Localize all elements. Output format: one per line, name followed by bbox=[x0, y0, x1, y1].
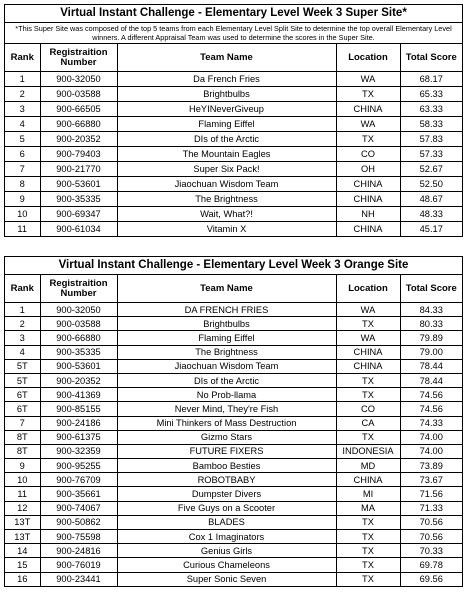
registration-header: Registraition Number bbox=[40, 44, 117, 72]
team-name-cell: HeYINeverGiveup bbox=[117, 102, 336, 117]
table-row bbox=[5, 102, 462, 117]
team-name-cell: Wait, What?! bbox=[117, 207, 336, 222]
team-name-cell: Never Mind, They're Fish bbox=[117, 402, 336, 416]
rank-cell: 8T bbox=[5, 444, 40, 458]
rank-cell: 8 bbox=[5, 177, 40, 192]
total-score-cell: 57.83 bbox=[400, 132, 462, 147]
registration-cell: 900-20352 bbox=[40, 132, 117, 147]
rank-cell: 11 bbox=[5, 487, 40, 501]
team-name-cell: ROBOTBABY bbox=[117, 473, 336, 487]
location-cell: TX bbox=[336, 388, 400, 402]
rank-header: Rank bbox=[5, 275, 40, 303]
location-cell: WA bbox=[336, 117, 400, 132]
total-score-cell: 48.33 bbox=[400, 207, 462, 222]
super-site-note: *This Super Site was composed of the top 5 teams from each Elementary Level Split Site to determine the top overall Elementary Level winners. A different Appraisal Team was used to determine the scores in the Super Site. bbox=[5, 23, 462, 44]
orange-site-table bbox=[5, 275, 462, 586]
location-cell: TX bbox=[336, 87, 400, 102]
header-row bbox=[5, 44, 462, 72]
rank-cell: 12 bbox=[5, 501, 40, 515]
total-score-cell: 52.50 bbox=[400, 177, 462, 192]
total-score-cell: 70.56 bbox=[400, 530, 462, 544]
table-row bbox=[5, 87, 462, 102]
table-row bbox=[5, 331, 462, 345]
location-cell: TX bbox=[336, 132, 400, 147]
team-name-cell: Bamboo Besties bbox=[117, 459, 336, 473]
team-name-cell: DA FRENCH FRIES bbox=[117, 303, 336, 317]
registration-cell: 900-66505 bbox=[40, 102, 117, 117]
registration-cell: 900-69347 bbox=[40, 207, 117, 222]
team-name-header: Team Name bbox=[117, 275, 336, 303]
total-score-cell: 65.33 bbox=[400, 87, 462, 102]
registration-cell: 900-79403 bbox=[40, 147, 117, 162]
rank-cell: 5T bbox=[5, 359, 40, 373]
team-name-cell: Flaming Eiffel bbox=[117, 117, 336, 132]
registration-cell: 900-24186 bbox=[40, 416, 117, 430]
location-cell: TX bbox=[336, 317, 400, 331]
table-row bbox=[5, 572, 462, 586]
location-cell: CHINA bbox=[336, 345, 400, 359]
registration-cell: 900-32050 bbox=[40, 72, 117, 87]
registration-cell: 900-95255 bbox=[40, 459, 117, 473]
rank-cell: 3 bbox=[5, 102, 40, 117]
table-row bbox=[5, 359, 462, 373]
location-cell: WA bbox=[336, 331, 400, 345]
super-site-title: Virtual Instant Challenge - Elementary Level Week 3 Super Site* bbox=[5, 5, 462, 23]
total-score-cell: 45.17 bbox=[400, 222, 462, 237]
total-score-cell: 74.56 bbox=[400, 388, 462, 402]
location-cell: MI bbox=[336, 487, 400, 501]
rank-cell: 15 bbox=[5, 558, 40, 572]
location-cell: CHINA bbox=[336, 192, 400, 207]
team-name-cell: Flaming Eiffel bbox=[117, 331, 336, 345]
table-row bbox=[5, 416, 462, 430]
rank-cell: 5 bbox=[5, 132, 40, 147]
rank-cell: 16 bbox=[5, 572, 40, 586]
team-name-cell: The Mountain Eagles bbox=[117, 147, 336, 162]
table-row bbox=[5, 501, 462, 515]
total-score-cell: 74.00 bbox=[400, 444, 462, 458]
total-score-cell: 71.33 bbox=[400, 501, 462, 515]
location-cell: CHINA bbox=[336, 177, 400, 192]
team-name-cell: Mini Thinkers of Mass Destruction bbox=[117, 416, 336, 430]
team-name-cell: Da French Fries bbox=[117, 72, 336, 87]
team-name-cell: The Brightness bbox=[117, 192, 336, 207]
total-score-cell: 73.67 bbox=[400, 473, 462, 487]
total-score-cell: 70.56 bbox=[400, 515, 462, 529]
location-header: Location bbox=[336, 44, 400, 72]
rank-cell: 6 bbox=[5, 147, 40, 162]
location-cell: MD bbox=[336, 459, 400, 473]
team-name-cell: Super Six Pack! bbox=[117, 162, 336, 177]
table-row bbox=[5, 388, 462, 402]
super-site-block bbox=[4, 4, 463, 237]
team-name-cell: Super Sonic Seven bbox=[117, 572, 336, 586]
location-cell: WA bbox=[336, 72, 400, 87]
location-header: Location bbox=[336, 275, 400, 303]
total-score-cell: 78.44 bbox=[400, 359, 462, 373]
total-score-cell: 48.67 bbox=[400, 192, 462, 207]
total-score-cell: 58.33 bbox=[400, 117, 462, 132]
total-score-cell: 80.33 bbox=[400, 317, 462, 331]
registration-cell: 900-53601 bbox=[40, 177, 117, 192]
location-cell: TX bbox=[336, 515, 400, 529]
registration-cell: 900-03588 bbox=[40, 317, 117, 331]
table-row bbox=[5, 177, 462, 192]
total-score-cell: 70.33 bbox=[400, 544, 462, 558]
location-cell: TX bbox=[336, 373, 400, 387]
table-row bbox=[5, 303, 462, 317]
total-score-header: Total Score bbox=[400, 275, 462, 303]
registration-cell: 900-66880 bbox=[40, 331, 117, 345]
registration-cell: 900-85155 bbox=[40, 402, 117, 416]
location-cell: TX bbox=[336, 544, 400, 558]
rank-cell: 6T bbox=[5, 402, 40, 416]
team-name-cell: Curious Chameleons bbox=[117, 558, 336, 572]
table-row bbox=[5, 530, 462, 544]
table-row bbox=[5, 162, 462, 177]
rank-cell: 3 bbox=[5, 331, 40, 345]
team-name-cell: BLADES bbox=[117, 515, 336, 529]
team-name-cell: Gizmo Stars bbox=[117, 430, 336, 444]
team-name-cell: DIs of the Arctic bbox=[117, 132, 336, 147]
table-row bbox=[5, 459, 462, 473]
team-name-cell: Cox 1 Imaginators bbox=[117, 530, 336, 544]
registration-cell: 900-53601 bbox=[40, 359, 117, 373]
team-name-cell: DIs of the Arctic bbox=[117, 373, 336, 387]
table-row bbox=[5, 373, 462, 387]
table-row bbox=[5, 117, 462, 132]
rank-cell: 1 bbox=[5, 72, 40, 87]
registration-cell: 900-21770 bbox=[40, 162, 117, 177]
rank-cell: 5T bbox=[5, 373, 40, 387]
table-row bbox=[5, 558, 462, 572]
team-name-cell: Genius Girls bbox=[117, 544, 336, 558]
total-score-cell: 57.33 bbox=[400, 147, 462, 162]
registration-cell: 900-24816 bbox=[40, 544, 117, 558]
header-row bbox=[5, 275, 462, 303]
registration-cell: 900-03588 bbox=[40, 87, 117, 102]
team-name-cell: No Prob-llama bbox=[117, 388, 336, 402]
total-score-cell: 52.67 bbox=[400, 162, 462, 177]
super-site-table bbox=[5, 44, 462, 236]
table-row bbox=[5, 473, 462, 487]
team-name-cell: Dumpster Divers bbox=[117, 487, 336, 501]
total-score-cell: 79.00 bbox=[400, 345, 462, 359]
location-cell: CO bbox=[336, 402, 400, 416]
location-cell: CHINA bbox=[336, 222, 400, 237]
table-row bbox=[5, 72, 462, 87]
location-cell: TX bbox=[336, 530, 400, 544]
rank-cell: 8T bbox=[5, 430, 40, 444]
team-name-cell: FUTURE FIXERS bbox=[117, 444, 336, 458]
location-cell: TX bbox=[336, 572, 400, 586]
registration-cell: 900-35661 bbox=[40, 487, 117, 501]
orange-site-title: Virtual Instant Challenge - Elementary Level Week 3 Orange Site bbox=[5, 257, 462, 275]
rank-cell: 4 bbox=[5, 345, 40, 359]
rank-cell: 1 bbox=[5, 303, 40, 317]
rank-cell: 10 bbox=[5, 473, 40, 487]
location-cell: WA bbox=[336, 303, 400, 317]
registration-cell: 900-32359 bbox=[40, 444, 117, 458]
table-row bbox=[5, 544, 462, 558]
location-cell: TX bbox=[336, 558, 400, 572]
rank-header: Rank bbox=[5, 44, 40, 72]
table-row bbox=[5, 402, 462, 416]
registration-cell: 900-41369 bbox=[40, 388, 117, 402]
rank-cell: 9 bbox=[5, 192, 40, 207]
total-score-header: Total Score bbox=[400, 44, 462, 72]
table-row bbox=[5, 444, 462, 458]
table-row bbox=[5, 207, 462, 222]
location-cell: CHINA bbox=[336, 359, 400, 373]
table-row bbox=[5, 222, 462, 237]
registration-cell: 900-35335 bbox=[40, 345, 117, 359]
total-score-cell: 74.33 bbox=[400, 416, 462, 430]
total-score-cell: 78.44 bbox=[400, 373, 462, 387]
registration-cell: 900-20352 bbox=[40, 373, 117, 387]
rank-cell: 10 bbox=[5, 207, 40, 222]
registration-cell: 900-61034 bbox=[40, 222, 117, 237]
table-row bbox=[5, 430, 462, 444]
team-name-cell: Jiaochuan Wisdom Team bbox=[117, 177, 336, 192]
total-score-cell: 71.56 bbox=[400, 487, 462, 501]
rank-cell: 9 bbox=[5, 459, 40, 473]
table-row bbox=[5, 515, 462, 529]
total-score-cell: 73.89 bbox=[400, 459, 462, 473]
location-cell: NH bbox=[336, 207, 400, 222]
location-cell: CHINA bbox=[336, 102, 400, 117]
registration-cell: 900-50862 bbox=[40, 515, 117, 529]
rank-cell: 4 bbox=[5, 117, 40, 132]
rank-cell: 7 bbox=[5, 416, 40, 430]
total-score-cell: 68.17 bbox=[400, 72, 462, 87]
registration-cell: 900-75598 bbox=[40, 530, 117, 544]
total-score-cell: 69.56 bbox=[400, 572, 462, 586]
team-name-cell: Brightbulbs bbox=[117, 317, 336, 331]
table-row bbox=[5, 192, 462, 207]
location-cell: CO bbox=[336, 147, 400, 162]
location-cell: INDONESIA bbox=[336, 444, 400, 458]
team-name-cell: Five Guys on a Scooter bbox=[117, 501, 336, 515]
rank-cell: 6T bbox=[5, 388, 40, 402]
total-score-cell: 84.33 bbox=[400, 303, 462, 317]
registration-cell: 900-76019 bbox=[40, 558, 117, 572]
rank-cell: 13T bbox=[5, 515, 40, 529]
registration-cell: 900-35335 bbox=[40, 192, 117, 207]
total-score-cell: 63.33 bbox=[400, 102, 462, 117]
team-name-cell: Brightbulbs bbox=[117, 87, 336, 102]
total-score-cell: 69.78 bbox=[400, 558, 462, 572]
table-row bbox=[5, 147, 462, 162]
table-row bbox=[5, 345, 462, 359]
registration-cell: 900-61375 bbox=[40, 430, 117, 444]
rank-cell: 2 bbox=[5, 317, 40, 331]
team-name-cell: Vitamin X bbox=[117, 222, 336, 237]
rank-cell: 7 bbox=[5, 162, 40, 177]
orange-site-block bbox=[4, 256, 463, 587]
rank-cell: 13T bbox=[5, 530, 40, 544]
rank-cell: 2 bbox=[5, 87, 40, 102]
total-score-cell: 74.00 bbox=[400, 430, 462, 444]
registration-header: Registraition Number bbox=[40, 275, 117, 303]
location-cell: OH bbox=[336, 162, 400, 177]
location-cell: MA bbox=[336, 501, 400, 515]
table-row bbox=[5, 487, 462, 501]
team-name-cell: Jiaochuan Wisdom Team bbox=[117, 359, 336, 373]
location-cell: TX bbox=[336, 430, 400, 444]
registration-cell: 900-76709 bbox=[40, 473, 117, 487]
rank-cell: 14 bbox=[5, 544, 40, 558]
registration-cell: 900-23441 bbox=[40, 572, 117, 586]
location-cell: CHINA bbox=[336, 473, 400, 487]
total-score-cell: 74.56 bbox=[400, 402, 462, 416]
registration-cell: 900-66880 bbox=[40, 117, 117, 132]
table-row bbox=[5, 317, 462, 331]
registration-cell: 900-32050 bbox=[40, 303, 117, 317]
team-name-cell: The Brightness bbox=[117, 345, 336, 359]
registration-cell: 900-74067 bbox=[40, 501, 117, 515]
location-cell: CA bbox=[336, 416, 400, 430]
rank-cell: 11 bbox=[5, 222, 40, 237]
table-row bbox=[5, 132, 462, 147]
total-score-cell: 79.89 bbox=[400, 331, 462, 345]
team-name-header: Team Name bbox=[117, 44, 336, 72]
